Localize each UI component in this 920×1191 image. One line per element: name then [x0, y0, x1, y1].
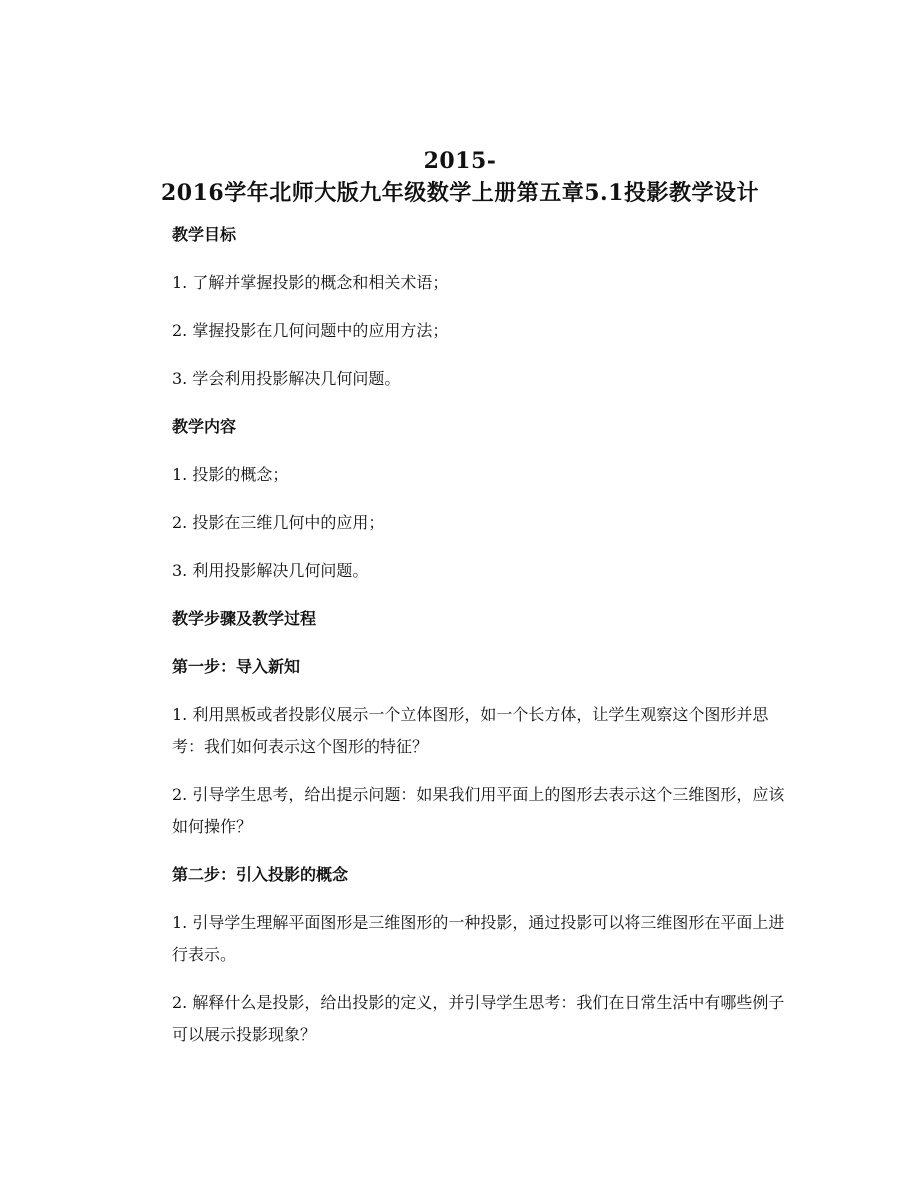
step1-item: 1. 利用黑板或者投影仪展示一个立体图形，如一个长方体，让学生观察这个图形并思考：我们如何表示这个图形的特征？	[172, 705, 769, 756]
step2-heading: 第二步：引入投影的概念	[172, 865, 349, 884]
content-item: 1. 投影的概念；	[172, 465, 289, 484]
content-item: 3. 利用投影解决几何问题。	[172, 561, 369, 580]
section-heading-objectives: 教学目标	[172, 225, 237, 244]
section-heading-process: 教学步骤及教学过程	[172, 609, 317, 628]
step1-heading: 第一步：导入新知	[172, 657, 301, 676]
step2-item: 2. 解释什么是投影，给出投影的定义，并引导学生思考：我们在日常生活中有哪些例子可以展示投影现象？	[172, 993, 785, 1044]
objective-item: 2. 掌握投影在几何问题中的应用方法；	[172, 321, 449, 340]
step1-item: 2. 引导学生思考，给出提示问题：如果我们用平面上的图形去表示这个三维图形，应该如何操作？	[172, 785, 785, 836]
objective-item: 3. 学会利用投影解决几何问题。	[172, 369, 401, 388]
step2-item: 1. 引导学生理解平面图形是三维图形的一种投影，通过投影可以将三维图形在平面上进行表示。	[172, 913, 785, 964]
objective-item: 1. 了解并掌握投影的概念和相关术语；	[172, 273, 449, 292]
document-title-line-2: 2016学年北师大版九年级数学上册第五章5.1投影教学设计	[160, 180, 759, 206]
section-heading-content: 教学内容	[172, 417, 237, 436]
document-title-line-1: 2015-	[423, 148, 497, 174]
content-item: 2. 投影在三维几何中的应用；	[172, 513, 385, 532]
